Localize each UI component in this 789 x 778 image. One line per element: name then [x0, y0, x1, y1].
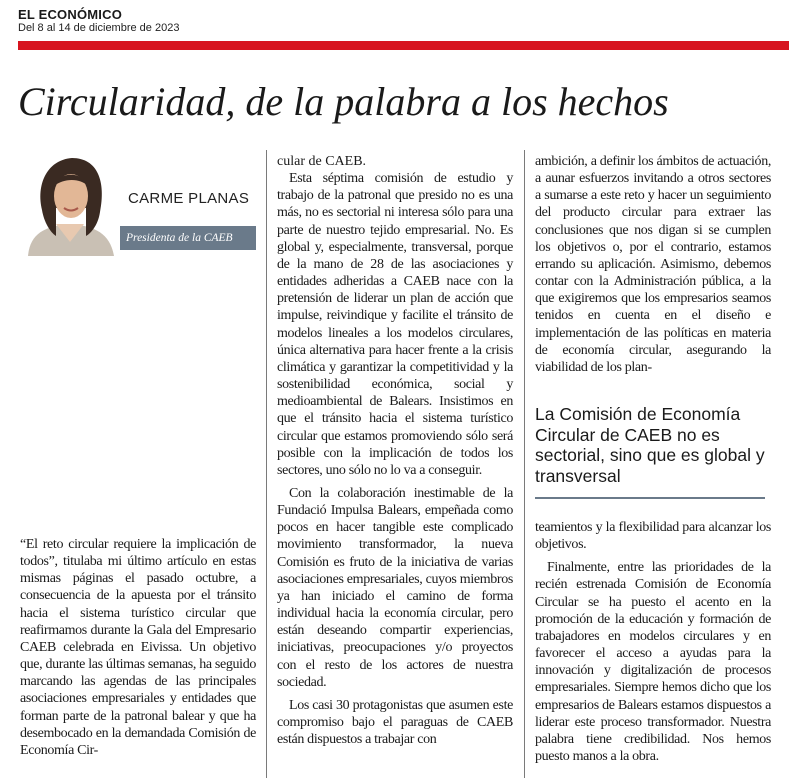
column-rule — [524, 150, 525, 778]
pull-quote-rule — [535, 497, 765, 499]
masthead — [18, 8, 179, 35]
article-headline: Circularidad, de la palabra a los hechos — [18, 79, 669, 124]
paragraph: Finalmente, entre las prioridades de la recién estrenada Comisión de Economía Circular se ha puesto el acento en la promoción de la educación y formación de trabajadores en modelos circulares y en favorecer el acceso a ayudas para la innovación y digitalización de procesos empresariales. Siempre hemos dicho que los empresarios de Balears estamos dispuestos a liderar este proceso transformador. Nuestra palabra tiene credibilidad. Nos hemos puesto manos a la obra. — [535, 560, 771, 765]
author-role: Presidenta de la CAEB — [120, 226, 256, 250]
issue-date: Del 8 al 14 de diciembre de 2023 — [18, 22, 180, 34]
paragraph: ambición, a definir los ámbitos de actuación, a aunar esfuerzos invitando a otros sectores a sumarse a este reto y hacer un seguimiento del producto circular para extraer las conclusiones que nos digan si se cumplen los objetivos o, por el contrario, estamos errando su aplicación. Asimismo, debemos contar con la Administración pública, a la que exigiremos que los empresarios seamos tenidos en cuenta en el diseño e implementación de las políticas en materia de economía circular, asegurando la viabilidad de los plan- — [535, 154, 771, 375]
paragraph: Con la colaboración inestimable de la Fundació Impulsa Balears, empeñada como pocos en hacer tangible este complicado movimiento transformador, la nueva Comisión es fruto de la iniciativa de varias asociaciones empresariales, cuyos miembros ya han iniciado el camino de forma individual hacia la economía circular, pero están deseando compartir experiencias, iniciativas, preocupaciones y/o proyectos con el resto de los actores de nuestra sociedad. — [277, 485, 513, 690]
pull-quote: La Comisión de Economía Circular de CAEB no es sectorial, sino que es global y transversal — [535, 404, 765, 486]
article-column-1 — [20, 536, 256, 759]
paragraph: Los casi 30 protagonistas que asumen este compromiso bajo el paraguas de CAEB están dispuestos a trabajar con — [277, 697, 513, 748]
newspaper-name: EL ECONÓMICO — [18, 7, 123, 22]
paragraph: Esta séptima comisión de estudio y trabajo de la patronal que presido no es una más, no es sectorial ni interesa sólo para una parte de nuestro tejido empresarial. No. Es global y, especialmente, transversal, porque de la mano de 28 de las asociaciones y entidades adheridas a CAEB nace con la pretensión de liderar un plan de acción que impulse, reivindique y facilite el tránsito de modelos lineales a los modelos circulares, única alternativa para hacer frente a la crisis climática y garantizar la competitividad y la sostenibilidad económica, social y medioambiental de Balears. Insistimos en que el tránsito hacia el sistema turístico circular que estamos promoviendo sólo será posible con la implicación de todos los sectores, uno sólo no lo va a conseguir. — [277, 171, 513, 478]
author-portrait — [20, 150, 120, 256]
paragraph: teamientos y la flexibilidad para alcanzar los objetivos. — [535, 520, 771, 553]
author-byline — [20, 150, 256, 256]
article-column-3 — [535, 153, 771, 376]
paragraph: “El reto circular requiere la implicación de todos”, titulaba mi último artículo en estas mismas páginas el pasado octubre, a consecuencia de la apuesta por el tránsito hacia el sistema turístico circular que reafirmamos durante la Gala del Empresario CAEB celebrada en Eivissa. Un objetivo que, durante las últimas semanas, ha seguido marcando las agendas de las principales asociaciones empresariales y entidades que forman parte de la patronal balear y que ha desembocado en la demandada Comisión de Economía Cir- — [20, 537, 256, 758]
article-column-3-continued — [535, 519, 771, 765]
article-column-2 — [277, 153, 513, 748]
column-rule — [266, 150, 267, 778]
paragraph: cular de CAEB. — [277, 154, 367, 169]
author-name: CARME PLANAS — [128, 190, 250, 207]
header-red-bar — [18, 41, 789, 50]
